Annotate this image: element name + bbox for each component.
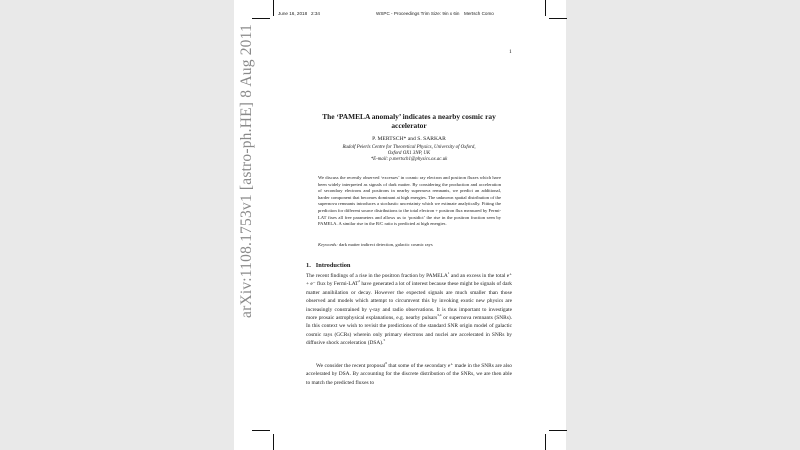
title-line: accelerator (391, 121, 427, 130)
header-running-title: WSPC - Proceedings Trim Size: 9in x 6in (376, 11, 460, 16)
header-time: 2:34 (311, 11, 320, 16)
citation: 3,4 (437, 313, 442, 318)
text-run: We consider the recent proposal (316, 363, 386, 369)
title-line: The ‘PAMELA anomaly’ indicates a nearby cosmic ray (322, 112, 496, 121)
header-date: June 16, 2018 (278, 11, 308, 16)
paragraph-2 (306, 362, 512, 387)
citation: 5 (383, 338, 386, 343)
affiliation (300, 145, 518, 163)
affiliation-line: Oxford OX1 3NP, UK (387, 151, 431, 156)
citation: 2 (358, 279, 361, 284)
crop-mark (549, 18, 567, 19)
paper-title (300, 112, 518, 130)
authors: P. MERTSCH* and S. SARKAR (372, 136, 446, 142)
crop-mark (549, 430, 567, 431)
text-run: The recent findings of a rise in the positron fraction by PAMELA (306, 273, 448, 279)
crop-mark (252, 18, 270, 19)
text-run: or supernova remnants (SNRs). In this context we wish to revisit the predictions of the standard SNR origin model of galactic cosmic rays (GCRs) wherein only primary electrons and nuclei are accelerated in SNRs by diffusive shock acceleration (DSA). (306, 315, 512, 347)
affiliation-line: Rudolf Peierls Centre for Theoretical Physics, University of Oxford, (342, 145, 476, 150)
email: *E-mail: p.mertsch1@physics.ox.ac.uk (370, 157, 448, 162)
section-title: Introduction (315, 262, 351, 269)
crop-mark (273, 434, 274, 450)
crop-mark (252, 430, 270, 431)
keywords-label: Keywords: (318, 242, 338, 247)
paragraph-1 (306, 272, 512, 348)
section-number: 1. (306, 262, 311, 269)
text-run: that some of the secondary e⁺ made in the SNRs are also accelerated by DSA. By accounting for the discrete distribution of the SNRs, we are then able to match the predicted fluxes to (306, 363, 512, 386)
citation: 6 (385, 361, 388, 366)
section-heading (306, 262, 350, 269)
header-file-tag: Mertsch Como (464, 11, 494, 16)
keywords (318, 242, 501, 247)
arxiv-stamp: arXiv:1108.1753v1 [astro-ph.HE] 8 Aug 2011 (238, 24, 255, 318)
text-run: have generated a lot of interest because these might be signals of dark matter annihilation or decay. However the expected signals are much smaller than those observed and models which attempt to circumvent this by invoking exotic new physics are increasingly constrained by γ-ray and radio observations. It is thus important to investigate more prosaic astrophysical explanations, e.g. nearby pulsars (306, 281, 512, 322)
keywords-text: dark matter indirect detection, galactic cosmic rays (338, 242, 433, 247)
text-run: and an excess in the total e⁺ + e⁻ flux by Fermi-LAT (306, 273, 512, 288)
abstract: We discuss the recently observed ‘excesses’ in cosmic ray electron and positron fluxes which have been widely interpreted as signals of dark matter. By considering the production and acceleration of secondary electrons and positrons in nearby supernova remnants, we predict an additional, harder component that becomes dominant at high energies. The unknown spatial distribution of the supernova remnants introduces a stochastic uncertainty which we estimate analytically. Fitting the prediction for different source distributions to the total electron + positron flux measured by Fermi-LAT fixes all free parameters and allows us to ‘postdict’ the rise in the positron fraction seen by PAMELA. A similar rise in the B/C ratio is predicted at high energies. (318, 175, 501, 227)
crop-mark (273, 0, 274, 16)
page-number: 1 (509, 49, 512, 55)
citation: 1 (447, 271, 450, 276)
crop-mark (545, 0, 546, 16)
crop-mark (545, 434, 546, 450)
